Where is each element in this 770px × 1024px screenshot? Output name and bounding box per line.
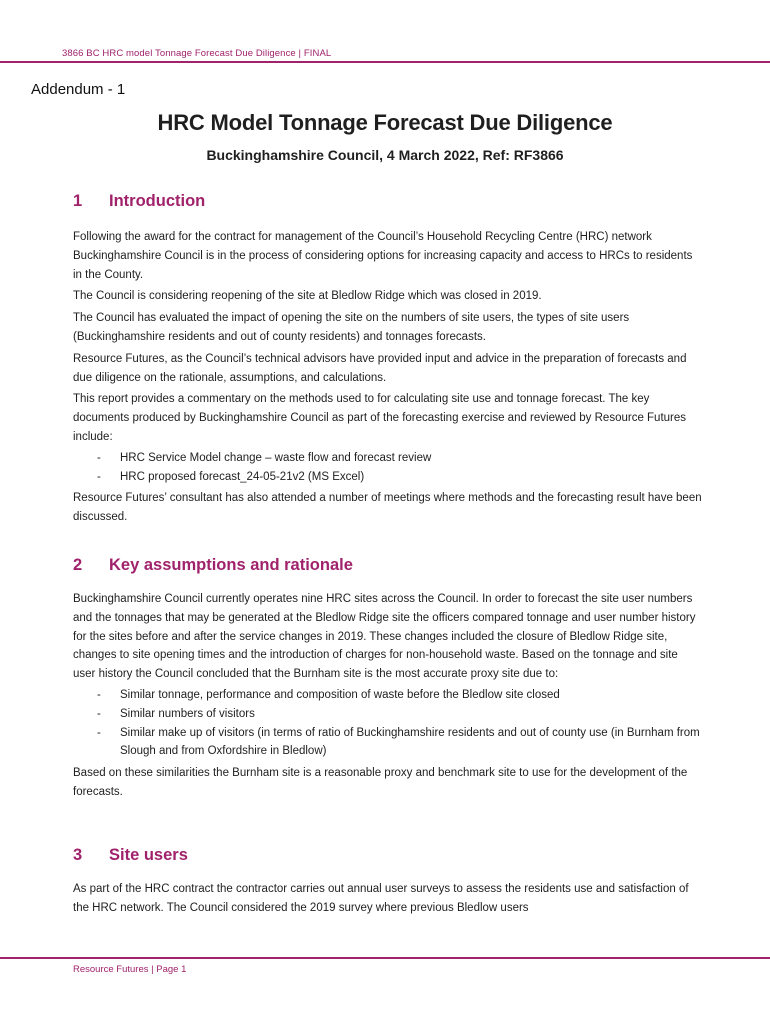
section-title: Key assumptions and rationale: [109, 556, 353, 574]
section-number: 2: [73, 556, 83, 574]
list-item: - HRC Service Model change – waste flow and forecast review: [73, 449, 703, 468]
paragraph: The Council has evaluated the impact of opening the site on the numbers of site users, the types of site users (Buckinghamshire residents and out of county residents) and tonnages forecasts.: [73, 312, 630, 343]
paragraph: Buckinghamshire Council currently operates nine HRC sites across the Council. In order to forecast the site user numbers and the tonnages that may be generated at the Bledlow Ridge site the officers compared tonnage and user number history for the sites before and after the service changes in 2019. These changes included the closure of Bledlow Ridge site, changes to site opening times and the introduction of charges for non-household waste. Based on the tonnage and site user history the Council concluded that the Burnham site is the most accurate proxy site due to:: [73, 593, 696, 681]
bullet-list: [73, 686, 703, 761]
section-heading-introduction: [73, 192, 205, 211]
addendum-label: Addendum - 1: [31, 81, 126, 98]
paragraph: Based on these similarities the Burnham site is a reasonable proxy and benchmark site to use for the development of the forecasts.: [73, 767, 688, 798]
document-title: HRC Model Tonnage Forecast Due Diligence: [157, 110, 613, 135]
section-title: Introduction: [109, 192, 206, 210]
paragraph: The Council is considering reopening of the site at Bledlow Ridge which was closed in 2019.: [73, 290, 542, 303]
section-body-site-users: [73, 880, 703, 918]
list-item: - Similar numbers of visitors: [73, 705, 703, 724]
section-body-introduction: [73, 228, 703, 527]
section-heading-site-users: [73, 846, 188, 865]
paragraph: This report provides a commentary on the methods used to for calculating site use and tonnage forecast. The key documents produced by Buckinghamshire Council as part of the forecasting exercise and reviewed by Resource Futures include:: [73, 393, 687, 443]
paragraph: As part of the HRC contract the contractor carries out annual user surveys to assess the residents use and satisfaction of the HRC network. The Council considered the 2019 survey where previous Bledlow users: [73, 883, 689, 914]
document-subtitle: Buckinghamshire Council, 4 March 2022, Ref: RF3866: [206, 147, 564, 163]
footer-rule: [0, 957, 770, 959]
list-item: - Similar tonnage, performance and composition of waste before the Bledlow site closed: [73, 686, 703, 705]
section-body-key-assumptions: [73, 590, 703, 802]
page-footer: Resource Futures | Page 1: [73, 964, 187, 975]
header-rule: [0, 61, 770, 63]
paragraph: Resource Futures, as the Council’s technical advisors have provided input and advice in the preparation of forecasts and due diligence on the rationale, assumptions, and calculations.: [73, 352, 687, 384]
paragraph: Resource Futures’ consultant has also attended a number of meetings where methods and the forecasting result have been discussed.: [73, 492, 702, 524]
section-number: 3: [73, 846, 83, 864]
list-item: - HRC proposed forecast_24-05-21v2 (MS Excel): [73, 468, 703, 487]
running-header: 3866 BC HRC model Tonnage Forecast Due Diligence | FINAL: [62, 48, 332, 59]
bullet-list: [73, 449, 703, 487]
section-number: 1: [73, 192, 83, 210]
list-item: - Similar make up of visitors (in terms of ratio of Buckinghamshire residents and out of county use (in Burnham from Slough and from Oxfordshire in Bledlow): [73, 724, 703, 762]
section-title: Site users: [109, 846, 188, 864]
section-heading-key-assumptions: [73, 556, 353, 575]
paragraph: Following the award for the contract for management of the Council’s Household Recycling Centre (HRC) network Buckinghamshire Council is in the process of considering options for increasing capacity and access to HRCs to residents in the County.: [73, 231, 693, 281]
